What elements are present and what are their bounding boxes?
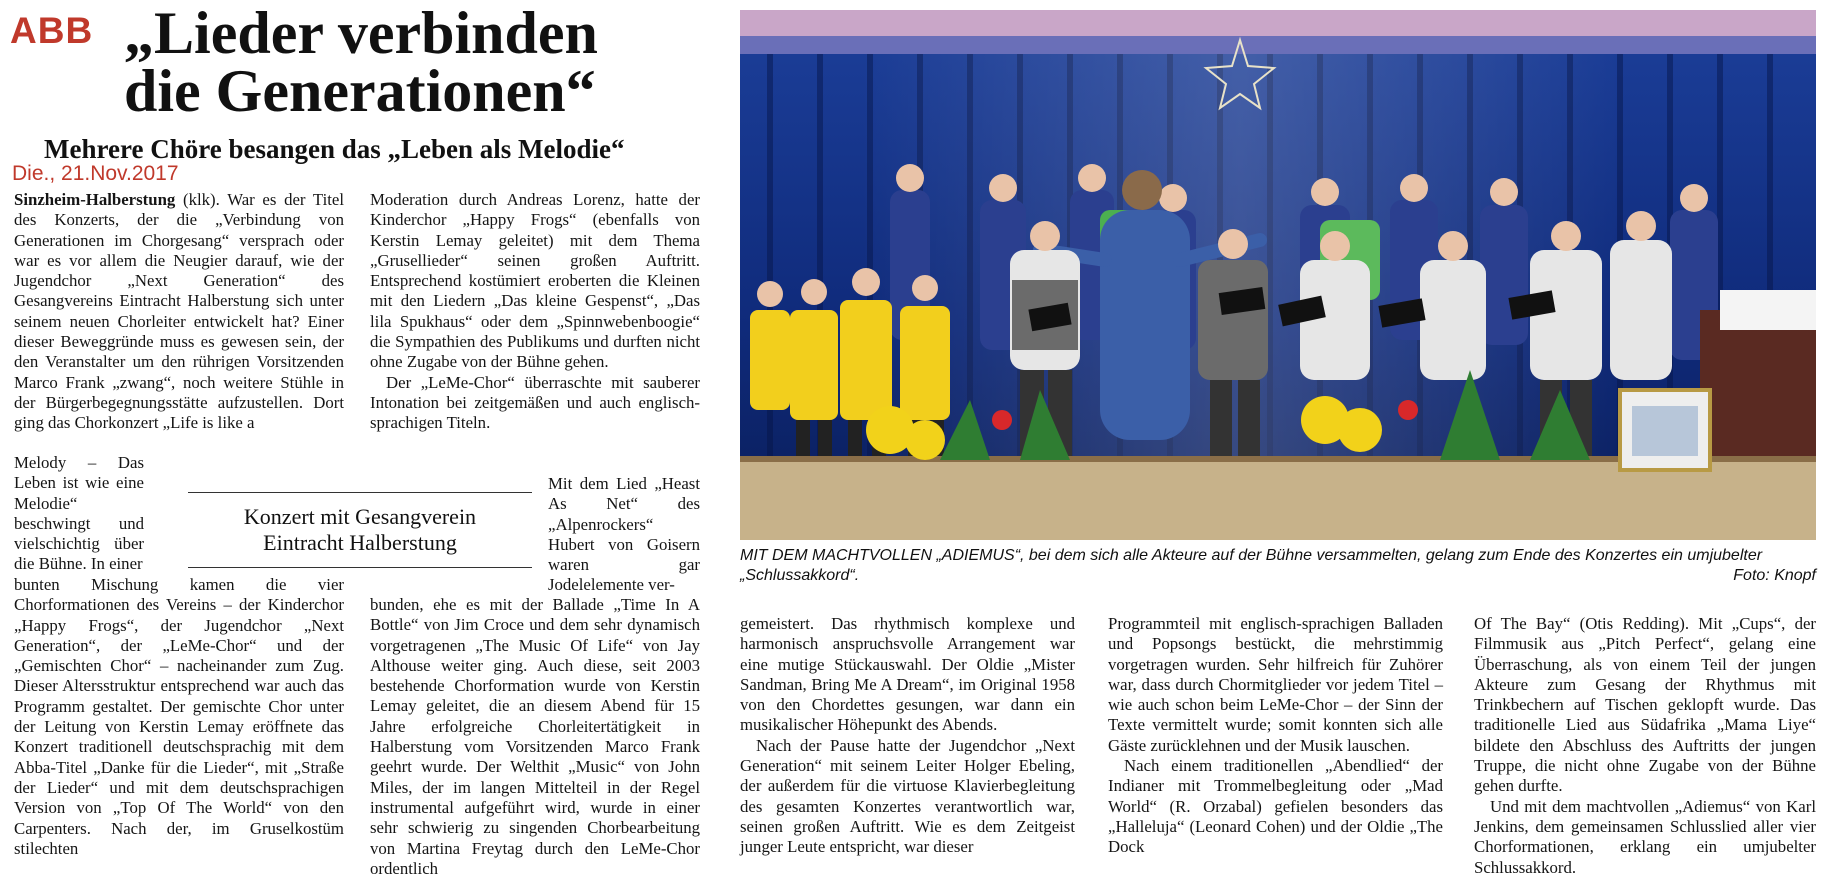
headline	[124, 0, 684, 124]
pull-quote	[188, 492, 532, 568]
article-column-1-bottom	[14, 575, 344, 859]
photo-credit: Foto: Knopf	[1733, 567, 1816, 584]
article-text: Nach einem traditionellen „Abendlied“ der Indianer mit Trommelbegleitung oder „Mad World“ (R. Orzabal) gefielen besonders das „Halleluja“ (Leonard Cohen) und der Oldie „The Dock	[1108, 756, 1443, 857]
article-column-5	[1474, 614, 1816, 878]
article-text: Moderation durch Andreas Lorenz, hatte der Kinderchor „Happy Frogs“ (ebenfalls von Kerstin Lemay geleitet) mit dem Thema „Grusellieder“ seinen großen Auftritt. Entsprechend kostümiert eroberten die Kleinen mit den Liedern „Das kleine Gespenst“, „Das lila Spukhaus“ oder dem „Spinnwebenboogie“ die Sympathien des Publikums und durften nicht ohne Zugabe von der Bühne gehen.	[370, 190, 700, 372]
headline-line-1: „Lieder verbinden	[124, 0, 598, 66]
article-column-2-wrap	[548, 474, 700, 596]
dateline: Sinzheim-Halberstung	[14, 190, 176, 209]
article-text: Of The Bay“ (Otis Redding). Mit „Cups“, der Filmmusik aus „Pitch Perfect“, gelang eine Überraschung, als von einem Teil der jungen Akteure zum Gesang der Rhythmus mit Trinkbechern auf Tischen geklopft wurde. Das traditionelle Lied aus Südafrika „Mama Liye“ bildete den Abschluss des Auftritts der jungen Truppe, die nicht ohne Zugabe von der Bühne gehen durfte.	[1474, 614, 1816, 796]
article-text: Mit dem Lied „Heast As Net“ des „Alpenrockers“ Hubert von Goisern waren gar Jodelelemente ver-	[548, 474, 700, 595]
article-text: gemeistert. Das rhythmisch komplexe und harmonisch anspruchsvolle Arrangement war eine mutige Stückauswahl. Der Oldie „Mister Sandman, Bring Me A Dream“, im Original 1958 von den Chordettes gesungen, war dann ein musikalischer Höhepunkt des Abends.	[740, 614, 1075, 735]
article-column-2-bottom	[370, 595, 700, 879]
pull-quote-line-1: Konzert mit Gesangverein	[243, 504, 477, 529]
source-label: ABB	[10, 10, 94, 51]
article-text: Programmteil mit englisch-sprachigen Balladen und Popsongs bestückt, die mehrstimmig vorgetragen wurden. Sehr hilfreich für Zuhörer war, dass durch Chormitglieder vor jedem Titel – wie auch schon beim LeMe-Chor – der Sinn der Texte vermittelt wurde; somit konnten sich alle Gäste zurücklehnen und der Musik lauschen.	[1108, 614, 1443, 755]
photo-caption-text: MIT DEM MACHTVOLLEN „ADIEMUS“, bei dem sich alle Akteure auf der Bühne versammelten, gelang zum Ende des Konzertes ein umjubelter „Schlussakkord“.	[740, 547, 1763, 584]
article-text: Der „LeMe-Chor“ überraschte mit sauberer Intonation bei zeitgemäßen und auch englisch-sprachigen Titeln.	[370, 372, 700, 433]
headline-line-2: die Generationen“	[124, 58, 596, 124]
article-column-1-wrap	[14, 453, 144, 575]
article-column-2-top	[370, 190, 700, 434]
photo-caption	[740, 546, 1816, 586]
article-text: (klk). War es der Titel des Konzerts, der die „Verbindung von Generationen im Chorgesang“ versprach oder war es vor allem die Neugier darauf, wie der Jugendchor „Next Generation“ des Gesangvereins Eintracht Halberstung sich unter seinem neuen Chorleiter entwickelt hat? Einer dieser Beweggründe muss es gewesen sein, der den Veranstalter um den rührigen Vorsitzenden Marco Frank „zwang“, noch weitere Stühle in der Bürgerbegegnungsstätte aufzustellen. Dort ging das Chorkonzert „Life is like a	[14, 190, 344, 433]
article-text: Melody – Das Leben ist wie eine Melodie“ beschwingt und vielschichtig über die Bühne. In einer	[14, 453, 144, 574]
article-text: bunten Mischung kamen die vier Chorformationen des Vereins – der Kinderchor „Happy Frogs“, der Jugendchor „Next Generation“, der „LeMe-Chor“ und der „Gemischten Chor“ – nacheinander zum Zug. Dieser Altersstruktur entsprechend war auch das Programm gestaltet. Der gemischte Chor unter der Leitung von Kerstin Lemay eröffnete das Konzert traditionell deutschsprachig mit dem Abba-Titel „Danke für die Lieder“, mit „Straße der Lieder“ und mit dem deutschsprachigen Version von „Top Of The World“ von den Carpenters. Nach der, im Gruselkostüm stilechten	[14, 575, 344, 858]
article-column-1-top	[14, 190, 344, 434]
publication-date: Die., 21.Nov.2017	[12, 162, 179, 185]
concert-photo	[740, 10, 1816, 540]
article-column-3	[740, 614, 1075, 858]
article-text: Nach der Pause hatte der Jugendchor „Next Generation“ mit seinem Leiter Holger Ebeling, der außerdem für die virtuose Klavierbegleitung des gesamten Konzertes verantwortlich war, seinen großen Auftritt. Wie es dem Zeitgeist junger Leute entspricht, war dieser	[740, 735, 1075, 857]
subheadline: Mehrere Chöre besangen das „Leben als Melodie“	[44, 134, 625, 164]
article-column-4	[1108, 614, 1443, 858]
article-text: bunden, ehe es mit der Ballade „Time In A Bottle“ von Jim Croce und dem sehr dynamisch vorgetragenen „The Music Of Life“ von Jay Althouse weiter ging. Auch diese, seit 2003 bestehende Chorformation wurde von Kerstin Lemay geleitet, die an diesem Abend für 15 Jahre erfolgreiche Chorleitertätigkeit in Halberstung vom Vorsitzenden Marco Frank geehrt wurde. Der Welthit „Music“ von John Miles, der im langen Mittelteil in der Regel instrumental aufgeführt wird, wurde in einer sehr schwierig zu singenden Chorbearbeitung von Martina Freytag durch den LeMe-Chor ordentlich	[370, 595, 700, 878]
article-text: Und mit dem machtvollen „Adiemus“ von Karl Jenkins, dem gemeinsamen Schlusslied aller vier Chorformationen, erklang ein umjubelter Schlussakkord.	[1474, 796, 1816, 877]
pull-quote-line-2: Eintracht Halberstung	[263, 530, 457, 555]
